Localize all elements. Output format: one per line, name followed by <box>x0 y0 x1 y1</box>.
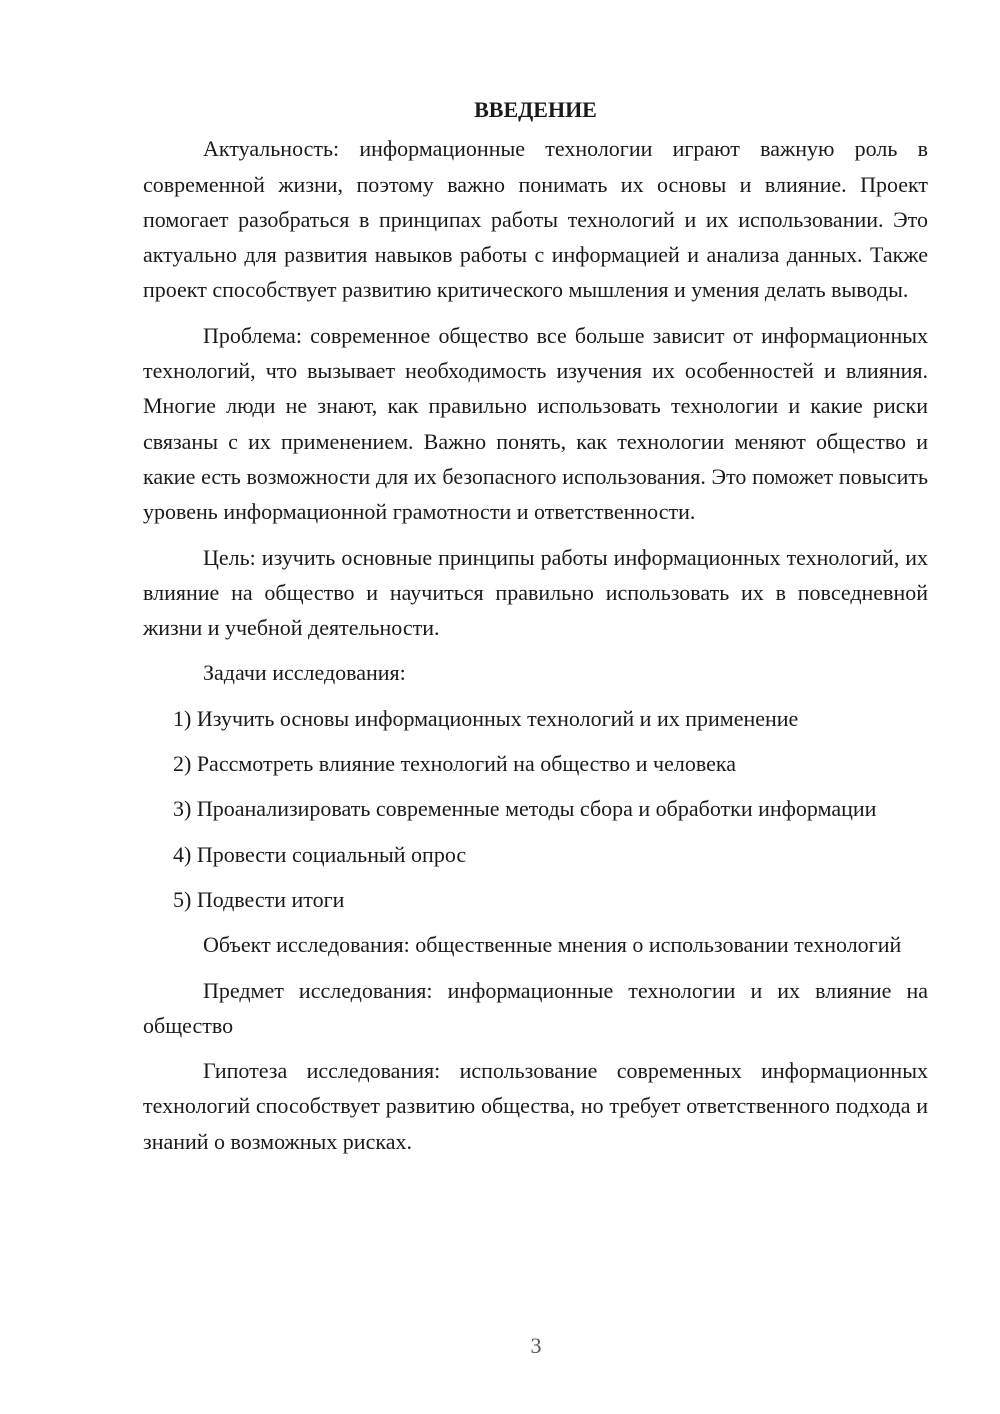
list-item: 3) Проанализировать современные методы сбора и обработки информации <box>173 796 877 822</box>
list-item: 4) Провести социальный опрос <box>173 841 467 867</box>
list-item: 2) Рассмотреть влияние технологий на общество и человека <box>173 751 737 777</box>
paragraph-relevance: Актуальность: информационные технологии играют важную роль в современной жизни, поэтому важно понимать их основы и влияние. Проект помогает разобраться в принципах работы технологий и их использовании. Это актуально для развития навыков работы с информацией и анализа данных. Также проект способствует развитию критического мышления и умения делать выводы. <box>143 136 928 303</box>
tasks-list <box>143 701 928 917</box>
list-item: 5) Подвести итоги <box>173 886 345 912</box>
page-title: ВВЕДЕНИЕ <box>474 97 597 122</box>
page-number: 3 <box>530 1333 542 1358</box>
paragraph-hypothesis: Гипотеза исследования: использование современных информационных технологий способствует развитию общества, но требует ответственного подхода и знаний о возможных рисках. <box>143 1058 928 1154</box>
list-item: 1) Изучить основы информационных технологий и их применение <box>173 705 799 731</box>
paragraph-subject: Предмет исследования: информационные технологии и их влияние на общество <box>143 977 928 1038</box>
paragraph-object: Объект исследования: общественные мнения о использовании технологий <box>203 932 902 958</box>
tasks-title: Задачи исследования: <box>203 660 406 686</box>
paragraph-goal: Цель: изучить основные принципы работы информационных технологий, их влияние на общество и научиться правильно использовать их в повседневной жизни и учебной деятельности. <box>143 544 928 641</box>
paragraph-problem: Проблема: современное общество все больше зависит от информационных технологий, что вызывает необходимость изучения их особенностей и влияния. Многие люди не знают, как правильно использовать технологии и какие риски связаны с их применением. Важно понять, как технологии меняют общество и какие есть возможности для их безопасного использования. Это поможет повысить уровень информационной грамотности и ответственности. <box>143 322 928 525</box>
document-content <box>143 92 928 1169</box>
